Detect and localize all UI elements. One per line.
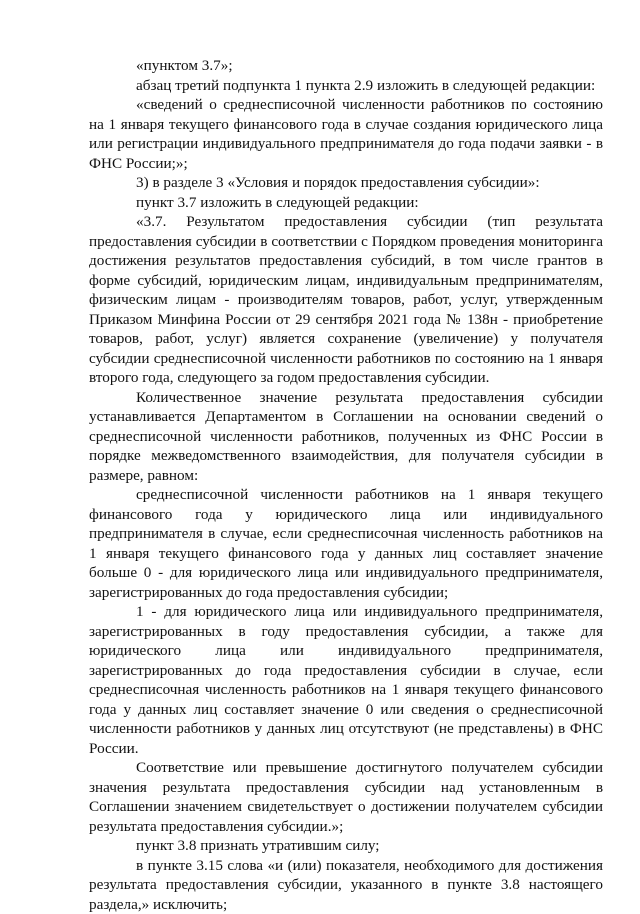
paragraph: 3) в разделе 3 «Условия и порядок предоставления субсидии»: — [89, 173, 603, 193]
paragraph: пункт 3.7 изложить в следующей редакции: — [89, 193, 603, 213]
paragraph: Количественное значение результата предоставления субсидии устанавливается Департаментом в Соглашении на основании сведений о среднесписочной численности работников, полученных из ФНС России в порядке межведомственного взаимодействия, для получателя субсидии в размере, равном: — [89, 388, 603, 486]
paragraph: «3.7. Результатом предоставления субсидии (тип результата предоставления субсидии в соответствии с Порядком проведения мониторинга достижения результатов предоставления субсидий, в том числе грантов в форме субсидий, юридическим лицам, индивидуальным предпринимателям, физическим лицам - производителям товаров, работ, услуг, утвержденным Приказом Минфина России от 29 сентября 2021 года № 138н - приобретение товаров, работ, услуг) является сохранение (увеличение) у получателя субсидии среднесписочной численности работников по состоянию на 1 января второго года, следующего за годом предоставления субсидии. — [89, 212, 603, 388]
paragraph: 1 - для юридического лица или индивидуального предпринимателя, зарегистрированных в году предоставления субсидии, а также для юридического лица или индивидуального предпринимателя, зарегистрированных до года предоставления субсидии в случае, если среднесписочная численность работников на 1 января текущего финансового года у данных лиц составляет значение 0 или сведения о среднесписочной численности работников у данных лиц отсутствуют (не представлены) в ФНС России. — [89, 602, 603, 758]
paragraph: пункт 3.8 признать утратившим силу; — [89, 836, 603, 856]
document-body — [89, 56, 603, 914]
paragraph: абзац третий подпункта 1 пункта 2.9 изложить в следующей редакции: — [89, 76, 603, 96]
paragraph: «пунктом 3.7»; — [89, 56, 603, 76]
paragraph: Соответствие или превышение достигнутого получателем субсидии значения результата предоставления субсидии над установленным в Соглашении значением свидетельствует о достижении получателем субсидии результата предоставления субсидии.»; — [89, 758, 603, 836]
paragraph: среднесписочной численности работников на 1 января текущего финансового года у юридического лица или индивидуального предпринимателя в случае, если среднесписочная численность работников на 1 января текущего финансового года у данных лиц составляет значение больше 0 - для юридического лица или индивидуального предпринимателя, зарегистрированных до года предоставления субсидии; — [89, 485, 603, 602]
paragraph: «сведений о среднесписочной численности работников по состоянию на 1 января текущего финансового года в случае создания юридического лица или регистрации индивидуального предпринимателя до года подачи заявки - в ФНС России;»; — [89, 95, 603, 173]
paragraph: в пункте 3.15 слова «и (или) показателя, необходимого для достижения результата предоставления субсидии, указанного в пункте 3.8 настоящего раздела,» исключить; — [89, 856, 603, 914]
